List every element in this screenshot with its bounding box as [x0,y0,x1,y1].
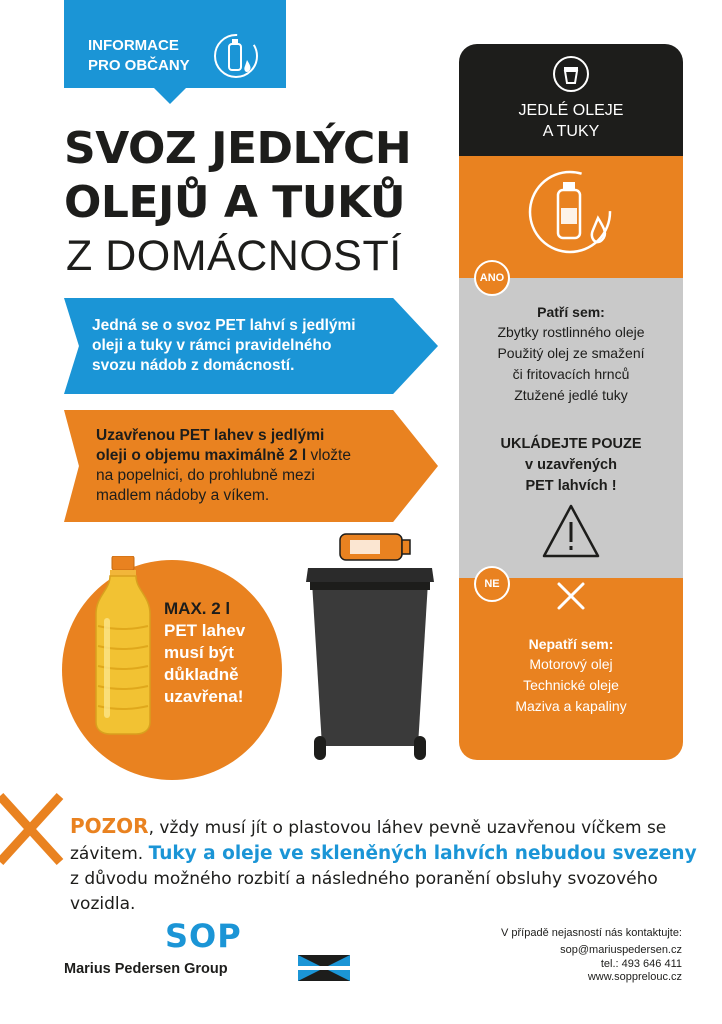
orange-banner-bold-2: oleji o objemu maximálně 2 l [96,447,307,464]
waste-bin-illustration [300,530,440,762]
cross-icon [555,580,587,612]
trash-bin-icon [551,54,591,94]
warning-line-3: PET lahvích ! [525,478,617,494]
yes-heading: Patří sem: [537,304,605,320]
circle-line-2: musí být [164,643,234,662]
panel-title [459,100,683,142]
circle-line-3: důkladně [164,665,239,684]
notice-part-2: z důvodu možného rozbití a následného poranění obsluhy svozového vozidla. [70,869,658,914]
badge-line-2: PRO OBČANY [88,57,190,74]
circle-max: MAX. 2 l [164,599,231,618]
contact-email[interactable]: sop@mariuspedersen.cz [560,944,682,956]
sop-logo-text: SOP [165,917,242,955]
notice-blue: Tuky a oleje ve skleněných lahvích nebudou svezeny [148,843,697,864]
ne-tag: NE [474,566,510,602]
company-logo-icon [298,955,350,981]
yes-list [459,322,683,406]
orange-banner-bold-1: Uzavřenou PET lahev s jedlými [96,427,325,444]
orange-banner-rest-2: vložte [306,447,351,464]
oil-bottle-icon [90,556,156,736]
contact-web[interactable]: www.sopprelouc.cz [587,971,682,983]
info-badge-tail [152,86,188,104]
yes-item: Ztužené jedlé tuky [514,387,628,403]
no-item: Motorový olej [529,656,613,672]
panel-title-2: A TUKY [542,123,600,140]
info-badge-text [88,36,190,76]
bottle-drop-icon [212,30,260,82]
large-cross-icon [0,790,66,868]
warning-line-2: v uzavřených [525,457,617,473]
no-heading: Nepatří sem: [528,636,614,652]
warning-text [459,434,683,497]
no-list [459,654,683,717]
badge-line-1: INFORMACE [88,37,179,54]
blue-banner-line-3: svozu nádob z domácností. [92,357,295,374]
panel-title-1: JEDLÉ OLEJE [518,102,624,119]
orange-banner-line-4: madlem nádoby a víkem. [96,487,270,504]
blue-banner-line-1: Jedná se o svoz PET lahví s jedlými [92,317,356,334]
notice-part-1: , vždy musí jít o plastovou láhev pevně uzavřenou víčkem se závitem. [70,818,667,864]
contact-phone: tel.: 493 646 411 [600,957,682,970]
no-item: Technické oleje [523,677,619,693]
blue-banner-text [92,316,402,376]
contact-heading: V případě nejasností nás kontaktujte: [500,927,682,939]
yes-item: Použitý olej ze smažení [497,345,645,361]
yes-item: Zbytky rostlinného oleje [497,324,645,340]
notice-text [70,814,700,917]
orange-banner-text [96,426,396,506]
headline-line-3: Z DOMÁCNOSTÍ [66,232,402,280]
yes-item: či fritovacích hrnců [512,366,630,382]
circle-text [164,598,245,708]
no-item: Maziva a kapaliny [515,698,627,714]
warning-line-1: UKLÁDEJTE POUZE [500,436,642,452]
company-name: Marius Pedersen Group [64,961,228,977]
blue-banner-line-2: oleji a tuky v rámci pravidelného [92,337,332,354]
small-pet-bottle-icon [340,534,410,560]
orange-banner-line-3: na popelnici, do prohlubně mezi [96,467,315,484]
bottle-drop-large-icon [526,168,618,258]
headline-line-1: SVOZ JEDLÝCH [64,123,412,174]
notice-pozor: POZOR [70,814,149,838]
circle-line-4: uzavřena! [164,687,244,706]
contact-list [422,944,682,985]
warning-triangle-icon [540,502,602,560]
circle-line-1: PET lahev [164,621,246,640]
headline-line-2: OLEJŮ A TUKŮ [64,177,406,228]
ano-tag: ANO [474,260,510,296]
